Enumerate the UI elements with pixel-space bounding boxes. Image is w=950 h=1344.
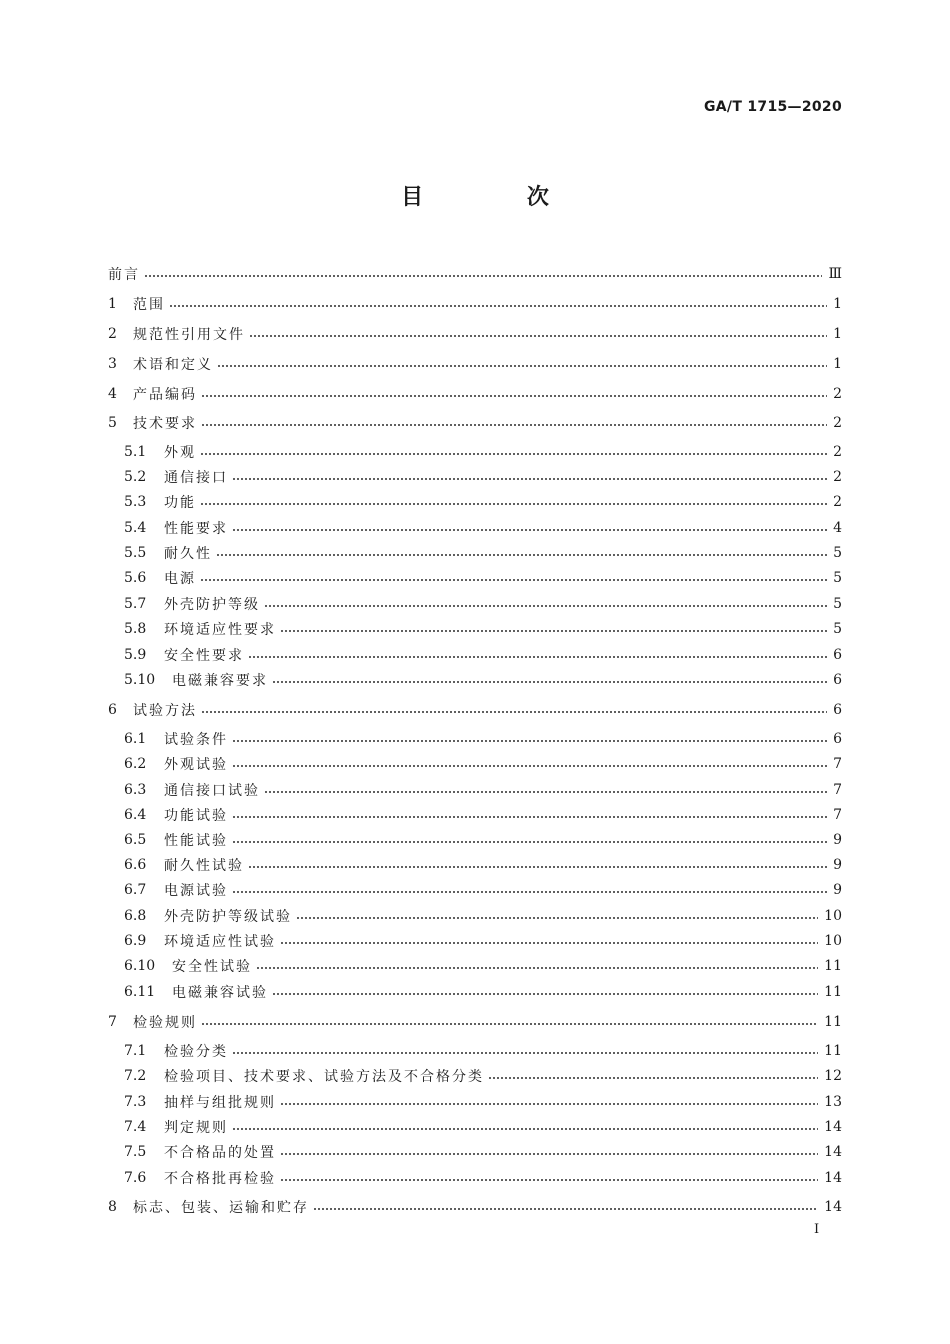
toc-entry[interactable] <box>124 830 842 850</box>
toc-entry-number: 5 <box>108 415 117 431</box>
dot-leader <box>249 335 827 337</box>
toc-entry-page: 2 <box>833 444 842 460</box>
toc-entry-label: 抽样与组批规则 <box>164 1095 276 1111</box>
dot-leader <box>264 605 827 607</box>
toc-entry-page: 5 <box>833 621 842 637</box>
toc-entry-number: 5.2 <box>124 469 147 485</box>
toc-entry-page: 2 <box>833 415 842 431</box>
toc-entry[interactable] <box>124 982 842 1002</box>
page-title: 目 次 <box>401 185 597 210</box>
toc-entry-label: 耐久性 <box>164 546 212 562</box>
toc-entry[interactable] <box>124 1066 842 1086</box>
dot-leader <box>232 1128 818 1130</box>
toc-entry-page: 11 <box>824 958 842 974</box>
toc-entry-label: 范围 <box>133 297 165 313</box>
toc-entry-number: 6.5 <box>124 832 147 848</box>
toc-entry[interactable] <box>124 780 842 800</box>
toc-entry-page: 5 <box>833 570 842 586</box>
toc-entry[interactable] <box>124 568 842 588</box>
toc-entry-label: 电源试验 <box>164 883 228 899</box>
dot-leader <box>232 816 827 818</box>
toc-entry[interactable] <box>124 1168 842 1188</box>
toc-entry[interactable] <box>124 467 842 487</box>
toc-entry-number: 7 <box>108 1014 117 1030</box>
dot-leader <box>217 365 827 367</box>
toc-entry-label: 安全性要求 <box>164 648 244 664</box>
dot-leader <box>313 1208 818 1210</box>
toc-entry[interactable] <box>124 619 842 639</box>
toc-entry-page: 2 <box>833 469 842 485</box>
toc-entry[interactable] <box>124 855 842 875</box>
toc-entry-number: 3 <box>108 356 117 372</box>
dot-leader <box>232 1052 818 1054</box>
toc-entry[interactable] <box>108 324 842 344</box>
toc-entry[interactable] <box>108 1197 842 1217</box>
toc-entry-page: 12 <box>824 1068 842 1084</box>
dot-leader <box>280 630 827 632</box>
toc-entry-number: 1 <box>108 296 117 312</box>
toc-entry-label: 术语和定义 <box>133 357 213 373</box>
toc-entry-label: 试验方法 <box>133 703 197 719</box>
toc-entry-number: 6.11 <box>124 984 156 1000</box>
toc-entry-page: 6 <box>833 731 842 747</box>
toc-entry-page: 5 <box>833 545 842 561</box>
toc-entry[interactable] <box>124 492 842 512</box>
dot-leader <box>232 740 827 742</box>
dot-leader <box>232 478 827 480</box>
toc-entry-number: 6.4 <box>124 807 147 823</box>
toc-entry-page: 1 <box>833 296 842 312</box>
toc-entry[interactable] <box>124 805 842 825</box>
toc-entry[interactable] <box>124 1142 842 1162</box>
dot-leader <box>169 305 827 307</box>
toc-entry[interactable] <box>124 543 842 563</box>
toc-entry-label: 规范性引用文件 <box>133 327 245 343</box>
toc-entry-page: 9 <box>833 857 842 873</box>
toc-entry-label: 性能试验 <box>164 833 228 849</box>
toc-entry-number: 7.4 <box>124 1119 147 1135</box>
toc-entry-label: 检验项目、技术要求、试验方法及不合格分类 <box>164 1069 484 1085</box>
toc-entry-page: 10 <box>824 908 842 924</box>
toc-entry-number: 7.3 <box>124 1094 147 1110</box>
dot-leader <box>232 765 827 767</box>
toc-entry-page: 14 <box>824 1119 842 1135</box>
toc-entry-page: 10 <box>824 933 842 949</box>
toc-entry-label: 技术要求 <box>133 416 197 432</box>
toc-entry-number: 6.10 <box>124 958 156 974</box>
toc-entry-page: 9 <box>833 832 842 848</box>
toc-entry-page: 14 <box>824 1144 842 1160</box>
dot-leader <box>280 1179 818 1181</box>
toc-entry-page: 6 <box>833 672 842 688</box>
toc-entry[interactable] <box>124 906 842 926</box>
toc-entry-label: 不合格批再检验 <box>164 1171 276 1187</box>
toc-entry-number: 7.2 <box>124 1068 147 1084</box>
toc-entry[interactable] <box>124 1092 842 1112</box>
toc-entry-number: 6.7 <box>124 882 147 898</box>
toc-entry-number: 6.3 <box>124 782 147 798</box>
toc-entry-page: 6 <box>833 702 842 718</box>
toc-entry-label: 电源 <box>164 571 196 587</box>
toc-entry-number: 5.10 <box>124 672 156 688</box>
toc-entry-label: 外观试验 <box>164 757 228 773</box>
toc-entry-label: 电磁兼容要求 <box>172 673 268 689</box>
toc-entry-number: 7.6 <box>124 1170 147 1186</box>
toc-entry-number: 5.9 <box>124 647 147 663</box>
dot-leader <box>216 554 827 556</box>
dot-leader <box>280 1153 818 1155</box>
toc-entry-number: 5.6 <box>124 570 147 586</box>
toc-entry-number: 7.1 <box>124 1043 147 1059</box>
toc-entry-label: 安全性试验 <box>172 959 252 975</box>
toc-entry[interactable] <box>124 645 842 665</box>
dot-leader <box>272 681 827 683</box>
footer-page-number: I <box>814 1222 820 1237</box>
toc-entry-page: 11 <box>824 1043 842 1059</box>
toc-entry-number: 6.8 <box>124 908 147 924</box>
toc-entry-number: 5.8 <box>124 621 147 637</box>
toc-entry-label: 电磁兼容试验 <box>172 985 268 1001</box>
toc-entry-number: 2 <box>108 326 117 342</box>
toc-entry-number: 4 <box>108 386 117 402</box>
toc-entry-number: 5.5 <box>124 545 147 561</box>
dot-leader <box>248 656 827 658</box>
toc-entry[interactable] <box>124 594 842 614</box>
toc-entry-label: 通信接口 <box>164 470 228 486</box>
dot-leader <box>201 424 827 426</box>
dot-leader <box>264 791 827 793</box>
toc-entry-page: 13 <box>824 1094 842 1110</box>
dot-leader <box>272 993 818 995</box>
dot-leader <box>280 942 818 944</box>
toc-entry-page: 14 <box>824 1199 842 1215</box>
toc-entry-number: 6 <box>108 702 117 718</box>
toc-entry[interactable] <box>108 413 842 433</box>
toc-entry[interactable] <box>124 729 842 749</box>
toc-entry-label: 外壳防护等级试验 <box>164 909 292 925</box>
toc-entry-page: 11 <box>824 984 842 1000</box>
toc-entry-number: 5.1 <box>124 444 147 460</box>
toc-entry[interactable] <box>124 956 842 976</box>
toc-entry-label: 产品编码 <box>133 387 197 403</box>
dot-leader <box>200 453 827 455</box>
toc-entry-label: 外壳防护等级 <box>164 597 260 613</box>
toc-entry-label: 前言 <box>108 267 140 283</box>
toc-entry-number: 5.7 <box>124 596 147 612</box>
toc-entry[interactable] <box>124 1117 842 1137</box>
toc-entry-label: 性能要求 <box>164 521 228 537</box>
toc-entry-label: 功能试验 <box>164 808 228 824</box>
dot-leader <box>256 967 818 969</box>
dot-leader <box>201 395 827 397</box>
toc-entry[interactable] <box>124 1041 842 1061</box>
dot-leader <box>201 711 827 713</box>
dot-leader <box>232 891 827 893</box>
toc-entry[interactable] <box>108 354 842 374</box>
toc-entry-number: 5.4 <box>124 520 147 536</box>
toc-entry-label: 耐久性试验 <box>164 858 244 874</box>
toc-entry-page: 11 <box>824 1014 842 1030</box>
toc-entry-number: 5.3 <box>124 494 147 510</box>
toc-entry-page: 1 <box>833 326 842 342</box>
toc-entry-label: 试验条件 <box>164 732 228 748</box>
toc-entry-label: 判定规则 <box>164 1120 228 1136</box>
toc-entry[interactable] <box>108 384 842 404</box>
toc-entry-label: 标志、包装、运输和贮存 <box>133 1200 309 1216</box>
dot-leader <box>201 1023 818 1025</box>
toc-entry-page: 7 <box>833 807 842 823</box>
toc-entry[interactable] <box>108 1012 842 1032</box>
toc-entry-page: Ⅲ <box>828 266 842 282</box>
toc-entry-number: 7.5 <box>124 1144 147 1160</box>
toc-entry-page: 7 <box>833 782 842 798</box>
toc-entry-label: 外观 <box>164 445 196 461</box>
toc-entry-page: 7 <box>833 756 842 772</box>
toc-entry-number: 6.2 <box>124 756 147 772</box>
dot-leader <box>200 579 827 581</box>
toc-entry-number: 6.1 <box>124 731 147 747</box>
toc-entry-label: 检验分类 <box>164 1044 228 1060</box>
toc-entry-label: 不合格品的处置 <box>164 1145 276 1161</box>
toc-entry-label: 检验规则 <box>133 1015 197 1031</box>
toc-entry[interactable] <box>108 264 842 284</box>
toc-entry[interactable] <box>108 294 842 314</box>
toc-entry-page: 1 <box>833 356 842 372</box>
toc-entry[interactable] <box>108 700 842 720</box>
toc-entry-page: 5 <box>833 596 842 612</box>
toc-entry-number: 6.6 <box>124 857 147 873</box>
toc-entry[interactable] <box>124 931 842 951</box>
toc-entry-label: 环境适应性要求 <box>164 622 276 638</box>
toc-entry-page: 14 <box>824 1170 842 1186</box>
toc-entry-page: 9 <box>833 882 842 898</box>
toc-entry-number: 8 <box>108 1199 117 1215</box>
toc-entry[interactable] <box>124 880 842 900</box>
dot-leader <box>232 529 827 531</box>
toc-entry[interactable] <box>124 518 842 538</box>
toc-entry[interactable] <box>124 442 842 462</box>
toc-entry-page: 4 <box>833 520 842 536</box>
toc-entry-page: 2 <box>833 386 842 402</box>
standard-code: GA/T 1715—2020 <box>704 99 842 115</box>
toc-entry[interactable] <box>124 670 842 690</box>
dot-leader <box>144 275 822 277</box>
dot-leader <box>200 503 827 505</box>
toc-entry-page: 6 <box>833 647 842 663</box>
toc-entry-label: 功能 <box>164 495 196 511</box>
dot-leader <box>488 1077 818 1079</box>
dot-leader <box>280 1103 818 1105</box>
dot-leader <box>232 841 827 843</box>
toc-entry-page: 2 <box>833 494 842 510</box>
toc-entry-label: 通信接口试验 <box>164 783 260 799</box>
toc-entry-number: 6.9 <box>124 933 147 949</box>
dot-leader <box>296 917 818 919</box>
dot-leader <box>248 866 827 868</box>
toc-entry[interactable] <box>124 754 842 774</box>
toc-entry-label: 环境适应性试验 <box>164 934 276 950</box>
